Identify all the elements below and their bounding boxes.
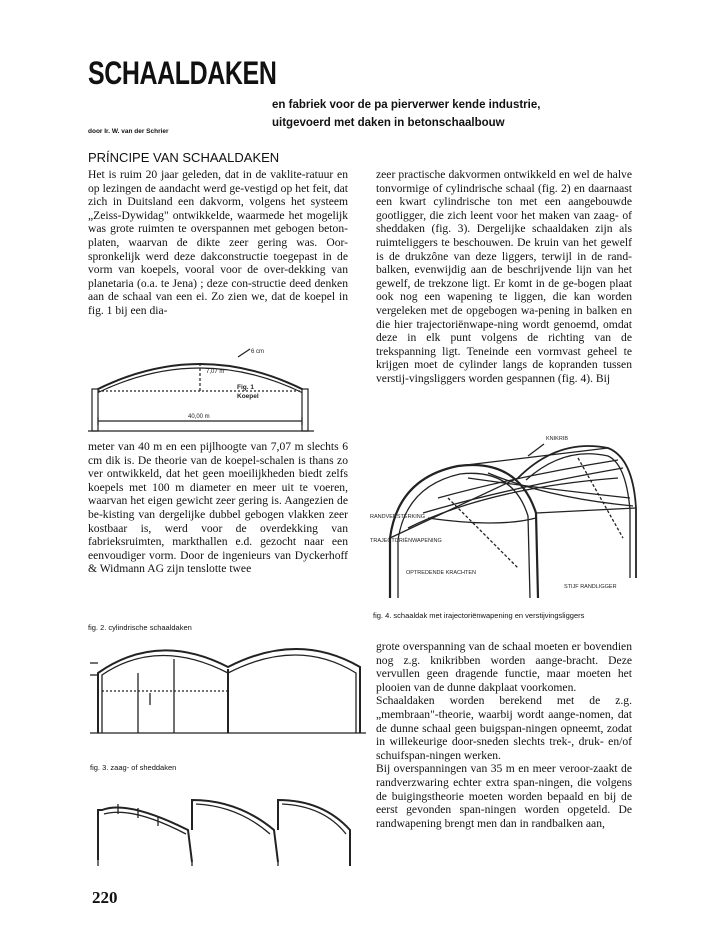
- col2-paragraph-2: grote overspanning van de schaal moeten er bovendien nog z.g. knikribben worden aange-bracht. Deze vervullen geen dragende functie, maar moeten het plooien van de dunne dakplaat voorkomen.: [376, 640, 632, 694]
- article-title: SCHAALDAKEN: [88, 55, 277, 91]
- fig4-label-knikrib: KNIKRIB: [546, 436, 569, 442]
- fig4-label-krachten: OPTREDENDE KRACHTEN: [406, 570, 476, 576]
- col2-paragraph-4: Bij overspanningen van 35 m en meer veroor-zaakt de randverzwaring echter extra span-ningen, die volgens de buigingstheorie moeten worden bepaald en bij de eerst gevonden span-ningen worden opgeteld. De randwapening brengt men dan in randbalken aan,: [376, 762, 632, 830]
- fig2-caption: fig. 2. cylindrische schaaldaken: [88, 623, 192, 632]
- subtitle-line-1: en fabriek voor de pa pierverwer kende industrie,: [272, 99, 541, 111]
- fig1-span-label: 40,00 m: [188, 414, 210, 420]
- fig1-rise-label: 7,07 m: [206, 369, 225, 375]
- fig4-label-randligger: STIJF RANDLIGGER: [564, 584, 617, 590]
- col2-paragraph-3: Schaaldaken worden berekend met de z.g. „membraan"-theorie, waarbij wordt aange-nomen, dat de dunne schaal geen buigspan-ningen opneemt, zodat in willekeurige door-sneden slechts trek-, druk- en/of schuifspan-ningen werken.: [376, 694, 632, 762]
- figure-1-dome: [88, 343, 358, 438]
- subtitle-line-2: uitgevoerd met daken in betonschaalbouw: [272, 117, 505, 129]
- author-byline: door Ir. W. van der Schrier: [88, 128, 169, 135]
- fig4-label-trajectorien: TRAJECTORIËNWAPENING: [370, 538, 442, 544]
- figure-4-shell-roof: [368, 418, 648, 603]
- col2-lower-text: [376, 640, 632, 830]
- figure-3-sawtooth-roofs: [88, 790, 363, 870]
- section-heading: PRÍNCIPE VAN SCHAALDAKEN: [88, 150, 280, 165]
- col1-paragraph-2: meter van 40 m en een pijlhoogte van 7,07 m slechts 6 cm dik is. De theorie van de koepel-schalen is thans zo ver ontwikkeld, dat het geen moeilijkheden biedt zelfs koepels met 100 m diameter en meer uit te voeren, waarvan het eigen gewicht zeer gering is. Aangezien de be-kisting van dergelijke dubbel gebogen vlakken zeer kostbaar is, werd voor de overdekking van fabrieksruimten, markthallen e.d. gezocht naar een eenvoudiger vorm. Door de ingenieurs van Dyckerhoff & Widmann AG zijn tenslotte twee: [88, 440, 348, 576]
- col1-paragraph-1: Het is ruim 20 jaar geleden, dat in de vaklite-ratuur en op lezingen de aandacht werd ge-vestigd op het feit, dat zich in Duitsland een dakvorm, volgens het systeem „Zeiss-Dywidag" ontwikkelde, waarmede het mogelijk was grote ruimten te overspannen met gebogen beton-platen, waarvan de dikte zeer gering was. Oor-spronkelijk werd deze dakconstructie toegepast in de vorm van koepels, vooral voor de over-dekking van planetaria (o.a. te Jena) ; deze con-structie deed denken aan de schaal van een ei. Zo zien we, dat de koepel in fig. 1 bij een dia-: [88, 168, 348, 317]
- figure-2-cylindrical-shells: [88, 633, 368, 743]
- fig4-label-randversterking: RANDVERSTERKING: [370, 514, 426, 520]
- fig4-caption: fig. 4. schaaldak met irajectoriënwapening en verstijvingsliggers: [373, 611, 585, 620]
- article-subtitle: [272, 96, 540, 132]
- fig1-thickness-label: 6 cm: [251, 349, 265, 355]
- fig1-label-2: Koepel: [237, 393, 259, 400]
- fig3-caption: fig. 3. zaag- of sheddaken: [90, 763, 177, 772]
- col2-paragraph-1: zeer practische dakvormen ontwikkeld en wel de halve tonvormige of cylindrische schaal (fig. 2) en daarnaast een kwart cylindrische ton met een aangebouwde gootligger, die zich leent voor het maken van zaag- of sheddaken (fig. 3). Dergelijke schaaldaken zijn als ruimteliggers te beschouwen. De kruin van het gewelf is de drukzône van deze liggers, terwijl in de rand-balken, evenwijdig aan de beschrijvende lijn van het gewelf, de trekzone ligt. Er komt in de ge-bogen plaat ook nog een wapening te liggen, die kan worden vergeleken met de opgebogen wa-pening in balken en die hier trajectoriënwape-ning wordt genoemd, omdat deze in elk punt volgens de richting van de trekspanning ligt. Teneinde een vormvast geheel te krijgen moet de cylinder langs de kopranden tussen verstij-vingsliggers worden gespannen (fig. 4). Bij: [376, 168, 632, 385]
- page-number: 220: [92, 888, 118, 907]
- fig1-label: Fig. 1: [237, 384, 254, 391]
